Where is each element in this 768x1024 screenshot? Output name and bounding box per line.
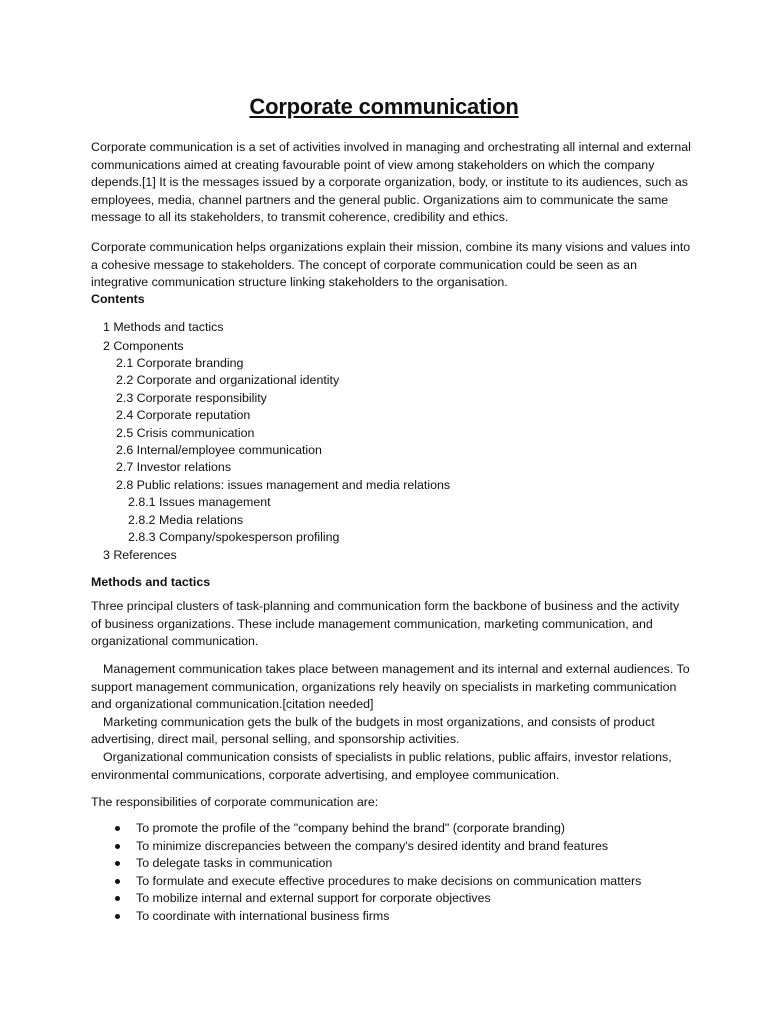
toc-item[interactable]: 2.7 Investor relations	[116, 460, 232, 474]
toc-item[interactable]: 2.8 Public relations: issues management and media relations	[116, 478, 451, 492]
toc-item[interactable]: 2.2 Corporate and organizational identity	[116, 373, 340, 387]
methods-paragraph: Three principal clusters of task-planning and communication form the backbone of business and the activity of business organizations. These include management communication, marketing communication, and organizational communication.	[91, 599, 680, 649]
methods-heading: Methods and tactics	[91, 575, 211, 589]
organizational-communication-text: Organizational communication consists of specialists in public relations, public affairs, investor relations, environmental communications, corporate advertising, and employee communication.	[91, 749, 672, 782]
page-title: Corporate communication	[249, 94, 519, 119]
toc-item[interactable]: 1 Methods and tactics	[103, 320, 224, 334]
list-item: To coordinate with international business firms	[91, 908, 691, 926]
toc-item[interactable]: 2.4 Corporate reputation	[116, 408, 251, 422]
toc-item[interactable]: 3 References	[103, 548, 177, 562]
list-item: To promote the profile of the "company behind the brand" (corporate branding)	[91, 820, 691, 838]
toc-item[interactable]: 2.6 Internal/employee communication	[116, 443, 322, 457]
toc-item[interactable]: 2.8.1 Issues management	[128, 495, 271, 509]
methods-indented-block	[91, 661, 691, 784]
list-item: To formulate and execute effective procedures to make decisions on communication matters	[91, 873, 691, 891]
list-item: To delegate tasks in communication	[91, 855, 691, 873]
responsibilities-intro: The responsibilities of corporate communication are:	[91, 795, 379, 809]
list-item: To mobilize internal and external support for corporate objectives	[91, 890, 691, 908]
toc-item[interactable]: 2.8.3 Company/spokesperson profiling	[128, 530, 340, 544]
toc-item[interactable]: 2.8.2 Media relations	[128, 513, 244, 527]
marketing-communication-text: Marketing communication gets the bulk of the budgets in most organizations, and consists of product advertising, direct mail, personal selling, and sponsorship activities.	[91, 714, 655, 747]
contents-heading: Contents	[91, 292, 145, 306]
intro-paragraph-2: Corporate communication helps organizations explain their mission, combine its many visions and values into a cohesive message to stakeholders. The concept of corporate communication could be seen as an integrative communication structure linking stakeholders to the organisation.	[91, 240, 691, 290]
toc-item[interactable]: 2.1 Corporate branding	[116, 356, 244, 370]
responsibilities-list	[91, 820, 691, 926]
management-communication-text: Management communication takes place between management and its internal and external audiences. To support management communication, organizations rely heavily on specialists in marketing communication and organizational communication.[citation needed]	[91, 662, 690, 712]
toc-item[interactable]: 2 Components	[103, 339, 184, 353]
toc-item[interactable]: 2.3 Corporate responsibility	[116, 391, 267, 405]
list-item: To minimize discrepancies between the company's desired identity and brand features	[91, 838, 691, 856]
intro-paragraph-1: Corporate communication is a set of activities involved in managing and orchestrating all internal and external communications aimed at creating favourable point of view among stakeholders on which the company depends.[1] It is the messages issued by a corporate organization, body, or institute to its audiences, such as employees, media, channel partners and the general public. Organizations aim to communicate the same message to all its stakeholders, to transmit coherence, credibility and ethics.	[91, 140, 691, 225]
toc-item[interactable]: 2.5 Crisis communication	[116, 426, 255, 440]
